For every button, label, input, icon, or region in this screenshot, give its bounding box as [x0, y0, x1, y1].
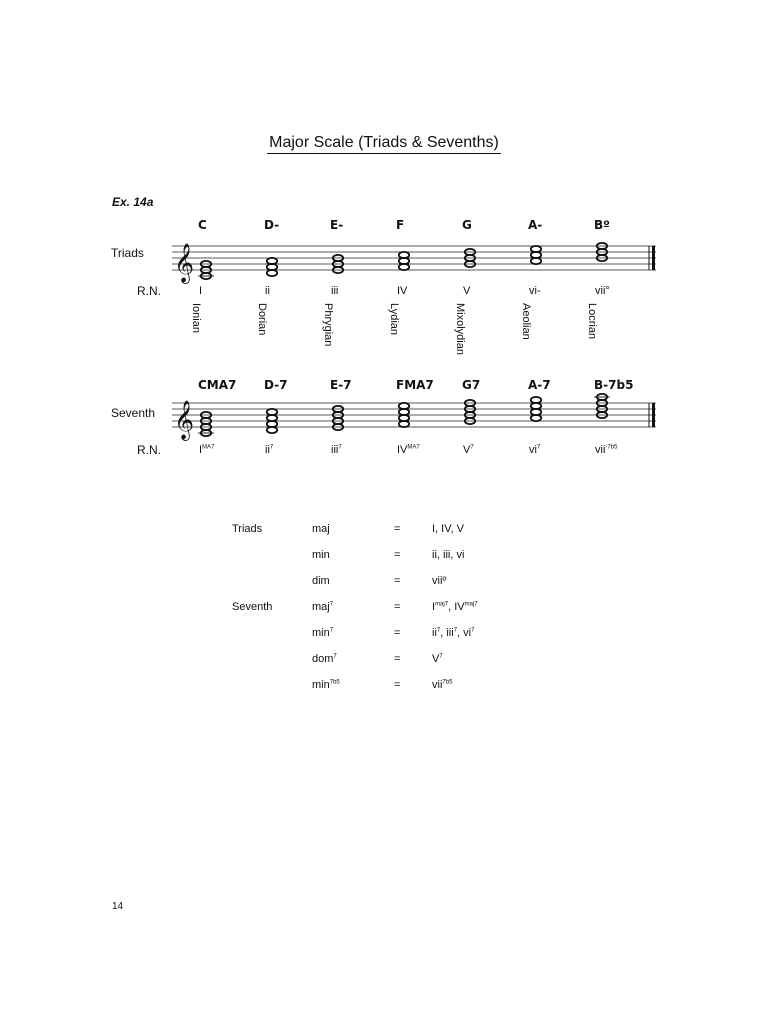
treble-clef-icon: 𝄞	[174, 400, 195, 440]
mode-name: Phrygian	[322, 303, 334, 347]
summary-quality: $\min^7$	[312, 627, 334, 639]
mode-name: Mixolydian	[454, 303, 466, 355]
summary-quality: $\min^{7b5}$	[312, 679, 340, 691]
summary-value: vii$^{7b5}$	[432, 679, 453, 691]
seventh-row-label: Seventh	[111, 406, 156, 420]
summary-quality: maj	[312, 523, 330, 535]
chord-symbol: Bº	[594, 218, 610, 232]
triads-row-label: Triads	[111, 246, 144, 260]
mode-name: Dorian	[256, 303, 268, 336]
summary-value: $V^7$	[432, 653, 443, 665]
page-title: Major Scale (Triads & Sevenths)	[0, 134, 768, 152]
chord-symbol: FMA7	[396, 378, 434, 392]
summary-equals: =	[394, 653, 401, 665]
chord-symbol: A-	[528, 218, 543, 232]
summary-equals: =	[394, 627, 401, 639]
summary-equals: =	[394, 601, 401, 613]
roman-numeral: I	[199, 285, 203, 297]
triads-rn-label: R.N.	[137, 284, 161, 298]
chord-symbol: A-7	[528, 378, 551, 392]
chord-symbol: E-	[330, 218, 344, 232]
roman-numeral: ii	[265, 285, 270, 297]
roman-numeral: vii°	[595, 285, 610, 297]
chord-symbol: D-7	[264, 378, 288, 392]
summary-value: $ii^7$, iii$^7$, $vi^7$	[432, 627, 475, 639]
chord-symbol: D-	[264, 218, 280, 232]
roman-numeral: iii$^7$	[331, 444, 342, 456]
chord-symbol: F	[396, 218, 405, 232]
summary-quality: dom$^7$	[312, 653, 337, 665]
summary-value: I, IV, V	[432, 523, 465, 535]
roman-numeral: iii	[331, 285, 339, 297]
summary-value: $I^{maj7}$, $IV^{maj7}$	[432, 601, 478, 613]
chord-symbol: G	[462, 218, 472, 232]
summary-value: ii, iii, vi	[432, 549, 465, 561]
roman-numeral: $V^7$	[463, 444, 474, 456]
roman-numeral: V	[463, 285, 471, 297]
roman-numeral: $vi^7$	[529, 444, 541, 456]
summary-value: viiº	[432, 575, 447, 587]
page-number: 14	[112, 901, 124, 912]
summary-equals: =	[394, 679, 401, 691]
summary-equals: =	[394, 523, 401, 535]
mode-name: Ionian	[190, 303, 202, 333]
summary-quality: dim	[312, 575, 330, 587]
chord-symbol: B-7b5	[594, 378, 634, 392]
roman-numeral: vii$^{-7b5}$	[595, 444, 618, 456]
chord-symbol: E-7	[330, 378, 352, 392]
sevenths-staff	[172, 393, 662, 443]
summary-equals: =	[394, 549, 401, 561]
chord-symbol: C	[198, 218, 207, 232]
chord-symbol: CMA7	[198, 378, 237, 392]
summary-quality: min	[312, 549, 330, 561]
mode-name: Lydian	[388, 303, 400, 336]
triads-staff	[172, 236, 662, 286]
chord-symbol: G7	[462, 378, 481, 392]
roman-numeral: $I^{MA7}$	[199, 444, 215, 456]
summary-group-label: Triads	[232, 523, 263, 535]
mode-name: Aeolian	[520, 303, 532, 340]
seventh-rn-label: R.N.	[137, 443, 161, 457]
treble-clef-icon: 𝄞	[174, 243, 195, 283]
roman-numeral: $IV^{MA7}$	[397, 444, 420, 456]
summary-equals: =	[394, 575, 401, 587]
example-label: Ex. 14a	[112, 195, 154, 209]
roman-numeral: vi-	[529, 285, 541, 297]
roman-numeral: IV	[397, 285, 408, 297]
summary-quality: maj$^7$	[312, 601, 334, 613]
roman-numeral: $ii^7$	[265, 444, 274, 456]
summary-group-label: Seventh	[232, 601, 273, 613]
mode-name: Locrian	[586, 303, 598, 340]
